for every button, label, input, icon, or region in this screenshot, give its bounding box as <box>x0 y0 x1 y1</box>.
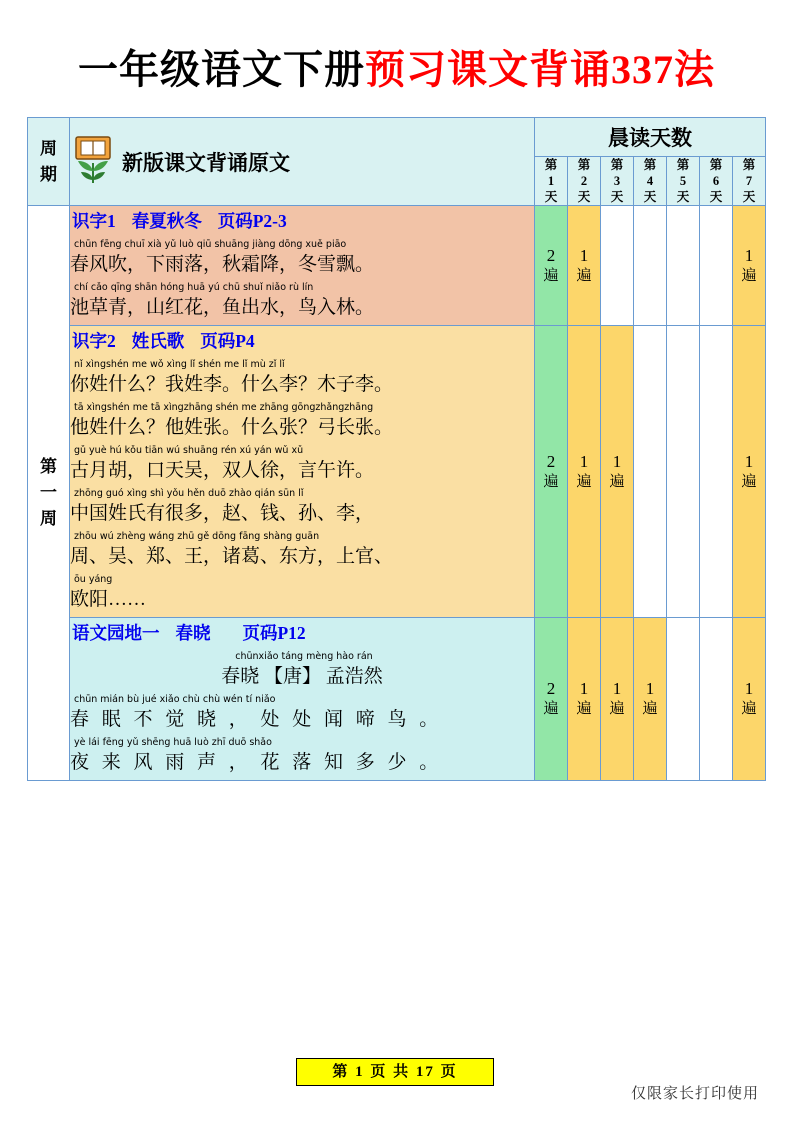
mark-count: 1 <box>612 679 622 698</box>
header-main-label: 新版课文背诵原文 <box>121 150 290 175</box>
print-note: 仅限家长打印使用 <box>630 1086 759 1102</box>
week-char-1: 第 <box>39 457 57 476</box>
mark-count: 1 <box>744 245 754 265</box>
pinyin-line: chūn fēng chuī xià yǔ luò qiū shuāng jiàng dōng xuě piāo <box>73 239 347 250</box>
table-row <box>27 206 765 326</box>
day-2-number: 2 <box>580 174 588 188</box>
mark-count: 1 <box>744 679 754 698</box>
day-7-suffix: 天 <box>742 190 756 204</box>
mark-count: 1 <box>579 245 589 265</box>
page-number-badge: 第 1 页 共 17 页 <box>296 1058 494 1086</box>
lesson-3-name: 春晓 <box>175 623 211 643</box>
hanzi-line: 春晓 【唐】 孟浩然 <box>221 666 383 687</box>
page-title <box>0 0 793 117</box>
day-1-prefix: 第 <box>544 158 558 172</box>
mark-unit: 遍 <box>543 267 559 284</box>
hanzi-line: 你姓什么？我姓李。什么李？木子李。 <box>69 374 393 395</box>
mark-cell-r3d7[interactable] <box>732 618 765 781</box>
mark-unit: 遍 <box>576 267 592 284</box>
day-column-7 <box>732 157 765 206</box>
mark-count: 2 <box>546 245 556 265</box>
day-3-number: 3 <box>613 174 621 188</box>
recitation-table <box>27 117 766 781</box>
mark-count: 1 <box>612 451 622 471</box>
day-4-number: 4 <box>646 174 654 188</box>
text-line <box>70 402 534 439</box>
mark-unit: 遍 <box>609 701 625 717</box>
lesson-2-name: 姓氏歌 <box>131 331 185 351</box>
mark-unit: 遍 <box>576 701 592 717</box>
day-7-number: 7 <box>745 174 753 188</box>
mark-cell-r3d6[interactable] <box>699 618 732 781</box>
pinyin-line: ōu yáng <box>73 574 113 585</box>
text-line <box>70 359 534 396</box>
text-line <box>70 282 534 319</box>
day-1-suffix: 天 <box>544 190 558 204</box>
hanzi-line: 夜 来 风 雨 声 ， 花 落 知 多 少 。 <box>69 752 443 773</box>
mark-unit: 遍 <box>741 267 757 284</box>
lesson-content-1 <box>69 206 534 326</box>
table-row <box>27 618 765 781</box>
lesson-3-code: 语文园地一 <box>71 623 160 643</box>
lesson-title-2 <box>72 328 534 353</box>
lesson-1-name: 春夏秋冬 <box>131 211 202 231</box>
mark-unit: 遍 <box>741 473 757 490</box>
day-2-prefix: 第 <box>577 158 591 172</box>
mark-count: 2 <box>546 451 556 471</box>
text-line <box>70 574 534 611</box>
pinyin-line: chí cǎo qīng shān hóng huā yú chū shuǐ niǎo rù lín <box>73 282 314 293</box>
pinyin-line: chūn mián bù jué xiǎo chù chù wén tí niǎo <box>73 694 276 705</box>
pinyin-line: yè lái fēng yǔ shēng huā luò zhī duō shǎo <box>73 737 272 748</box>
lesson-title-3 <box>72 620 534 645</box>
header-week-char-2: 期 <box>39 164 57 184</box>
day-column-4 <box>633 157 666 206</box>
text-line <box>70 694 534 731</box>
lesson-content-3 <box>69 618 534 781</box>
mark-cell-r2d1[interactable] <box>534 326 567 618</box>
hanzi-line: 古月胡，口天吴，双人徐，言午许。 <box>69 460 374 481</box>
mark-cell-r2d3[interactable] <box>600 326 633 618</box>
mark-cell-r1d2[interactable] <box>567 206 600 326</box>
day-7-prefix: 第 <box>742 158 756 172</box>
text-line <box>70 531 534 568</box>
day-column-5 <box>666 157 699 206</box>
header-days-title: 晨读天数 <box>534 118 765 157</box>
mark-unit: 遍 <box>576 473 592 490</box>
lesson-1-code: 识字1 <box>71 211 116 231</box>
pinyin-line: nǐ xìngshén me wǒ xìng lǐ shén me lǐ mù zǐ lǐ <box>73 359 285 370</box>
header-week-cell <box>27 118 69 206</box>
hanzi-line: 中国姓氏有很多，赵、钱、孙、李， <box>69 503 374 524</box>
header-week-char-1: 周 <box>39 138 57 158</box>
day-5-prefix: 第 <box>676 158 690 172</box>
mark-cell-r3d1[interactable] <box>534 618 567 781</box>
day-4-prefix: 第 <box>643 158 657 172</box>
mark-unit: 遍 <box>642 701 658 717</box>
mark-unit: 遍 <box>543 701 559 717</box>
lesson-3-page: 页码P12 <box>242 623 306 643</box>
mark-cell-r1d5[interactable] <box>666 206 699 326</box>
mark-cell-r2d4[interactable] <box>633 326 666 618</box>
table-row <box>27 326 765 618</box>
mark-cell-r2d5[interactable] <box>666 326 699 618</box>
day-6-prefix: 第 <box>709 158 723 172</box>
text-line <box>70 737 534 774</box>
page-footer <box>0 1058 793 1104</box>
title-red-part: 预习课文背诵337法 <box>365 47 715 92</box>
header-main-cell <box>69 118 534 206</box>
mark-cell-r1d6[interactable] <box>699 206 732 326</box>
mark-cell-r2d2[interactable] <box>567 326 600 618</box>
hanzi-line: 周、吴、郑、王，诸葛、东方，上官、 <box>69 546 393 567</box>
day-column-6 <box>699 157 732 206</box>
week-char-3: 周 <box>39 509 57 528</box>
pinyin-line: gǔ yuè hú kǒu tiān wú shuāng rén xú yán wǔ xǔ <box>73 445 304 456</box>
day-2-suffix: 天 <box>577 190 591 204</box>
day-5-number: 5 <box>679 174 687 188</box>
lesson-2-code: 识字2 <box>71 331 116 351</box>
mark-unit: 遍 <box>609 473 625 490</box>
mark-count: 1 <box>744 451 754 471</box>
text-line <box>70 445 534 482</box>
day-column-2 <box>567 157 600 206</box>
lesson-title-1 <box>72 208 534 233</box>
day-3-prefix: 第 <box>610 158 624 172</box>
week-label-cell <box>27 206 69 781</box>
mark-cell-r1d3[interactable] <box>600 206 633 326</box>
lesson-1-page: 页码P2-3 <box>217 211 287 231</box>
mark-count: 1 <box>579 451 589 471</box>
table-header-row-1 <box>27 118 765 157</box>
pinyin-line: tā xìngshén me tā xìngzhāng shén me zhāng gōngzhǎngzhāng <box>73 402 374 413</box>
pinyin-line: zhōu wú zhèng wáng zhū gě dōng fāng shàng guān <box>73 531 320 542</box>
mark-cell-r3d2[interactable] <box>567 618 600 781</box>
day-1-number: 1 <box>547 174 555 188</box>
mark-count: 1 <box>579 679 589 698</box>
hanzi-line: 春 眠 不 觉 晓 ， 处 处 闻 啼 鸟 。 <box>69 709 443 730</box>
mark-unit: 遍 <box>741 701 757 717</box>
hanzi-line: 池草青，山红花，鱼出水，鸟入林。 <box>69 297 374 318</box>
mark-count: 2 <box>546 679 556 698</box>
mark-cell-r1d1[interactable] <box>534 206 567 326</box>
day-5-suffix: 天 <box>676 190 690 204</box>
mark-cell-r2d6[interactable] <box>699 326 732 618</box>
day-6-suffix: 天 <box>709 190 723 204</box>
pinyin-line: zhōng guó xìng shì yǒu hěn duō zhào qián sūn lǐ <box>73 488 304 499</box>
pinyin-line: chūnxiǎo táng mèng hào rán <box>235 651 373 662</box>
week-char-2: 一 <box>39 483 57 502</box>
mark-cell-r3d3[interactable] <box>600 618 633 781</box>
text-line <box>70 651 534 688</box>
mark-cell-r1d4[interactable] <box>633 206 666 326</box>
text-line <box>70 239 534 276</box>
day-6-number: 6 <box>712 174 720 188</box>
day-column-3 <box>600 157 633 206</box>
hanzi-line: 春风吹，下雨落，秋霜降，冬雪飘。 <box>69 254 374 275</box>
mark-cell-r1d7[interactable] <box>732 206 765 326</box>
day-3-suffix: 天 <box>610 190 624 204</box>
mark-cell-r2d7[interactable] <box>732 326 765 618</box>
mark-cell-r3d4[interactable] <box>633 618 666 781</box>
book-icon <box>70 133 116 190</box>
mark-unit: 遍 <box>543 473 559 490</box>
lesson-content-2 <box>69 326 534 618</box>
day-column-1 <box>534 157 567 206</box>
hanzi-line: 他姓什么？他姓张。什么张？弓长张。 <box>69 417 393 438</box>
title-black-part: 一年级语文下册 <box>78 47 365 92</box>
mark-count: 1 <box>645 679 655 698</box>
hanzi-line: 欧阳…… <box>69 589 146 610</box>
mark-cell-r3d5[interactable] <box>666 618 699 781</box>
text-line <box>70 488 534 525</box>
day-4-suffix: 天 <box>643 190 657 204</box>
lesson-2-page: 页码P4 <box>200 331 255 351</box>
